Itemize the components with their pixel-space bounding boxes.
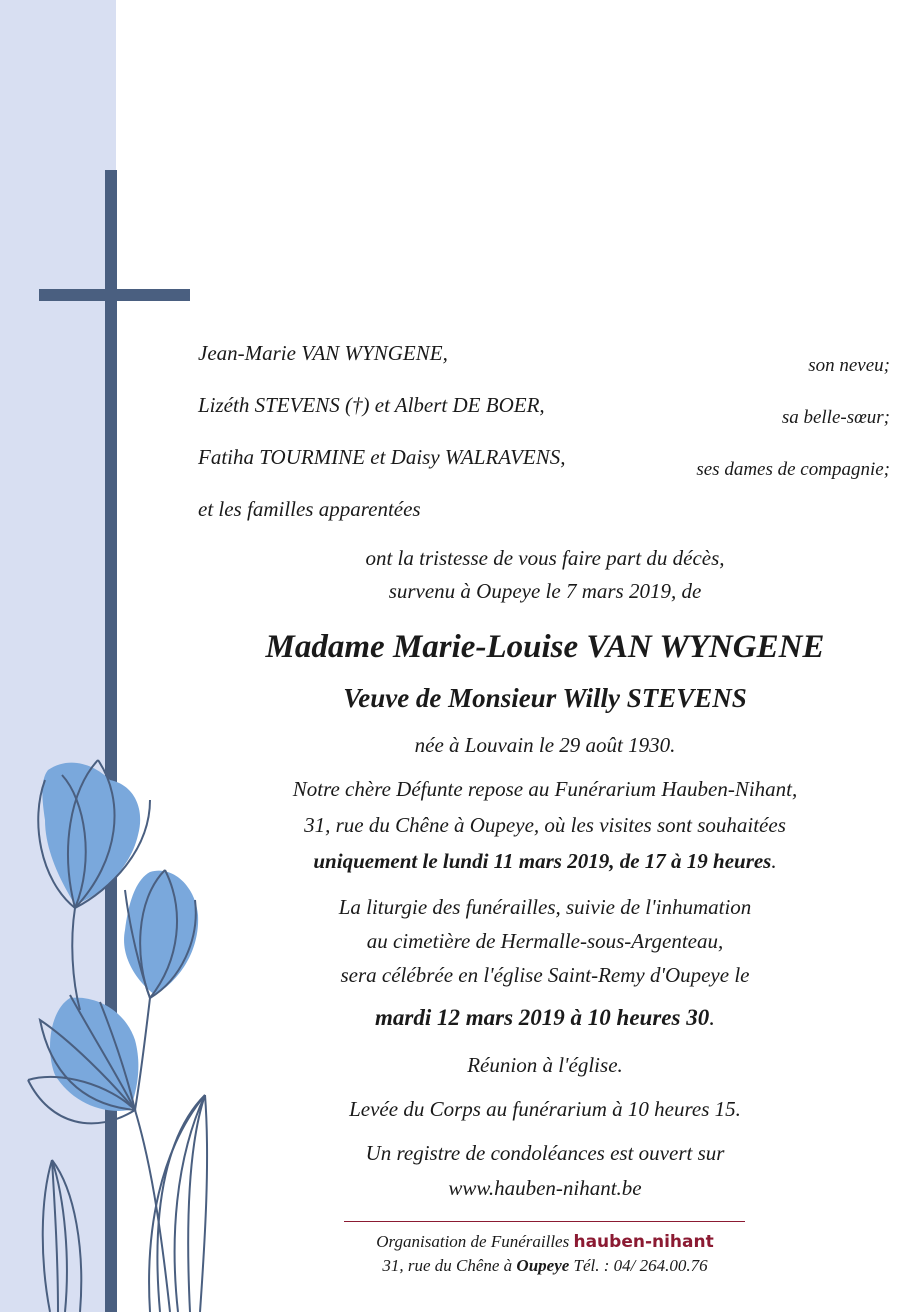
family-member-name: et les familles apparentées — [198, 497, 421, 521]
register-line: Un registre de condoléances est ouvert sur — [365, 1141, 725, 1165]
deceased-name: Madame Marie-Louise VAN WYNGENE — [265, 629, 825, 665]
gathering-info: Réunion à l'église. — [467, 1053, 623, 1077]
birth-info: née à Louvain le 29 août 1930. — [414, 733, 676, 757]
visitation-schedule — [180, 849, 910, 874]
footer-org — [340, 1232, 750, 1252]
family-member-relation: sa belle-sœur; — [781, 407, 890, 428]
liturgy-date-bold: mardi 12 mars 2019 à 10 heures 30 — [375, 1005, 710, 1030]
cross-icon-bar — [39, 289, 190, 301]
visitation-line: Notre chère Défunte repose au Funérarium Hauben-Nihant, — [292, 777, 798, 801]
widow-of: Veuve de Monsieur Willy STEVENS — [343, 683, 747, 713]
footer-city: Oupeye — [516, 1256, 570, 1275]
liturgy-date-end: . — [709, 1005, 715, 1030]
footer-divider — [344, 1221, 745, 1222]
register-url[interactable]: www.hauben-nihant.be — [448, 1176, 642, 1200]
visitation-line: 31, rue du Chêne à Oupeye, où les visites sont souhaitées — [304, 813, 786, 837]
liturgy-line: au cimetière de Hermalle-sous-Argenteau, — [366, 929, 724, 953]
family-member-relation: son neveu; — [808, 355, 890, 376]
liturgy-line: La liturgie des funérailles, suivie de l'inhumation — [338, 895, 752, 919]
family-member-name: Jean-Marie VAN WYNGENE, — [198, 341, 448, 365]
liturgy-line: sera célébrée en l'église Saint-Remy d'Oupeye le — [340, 963, 750, 987]
visitation-schedule-end: . — [771, 849, 777, 873]
brand-logo: hauben-nihant — [573, 1232, 714, 1252]
liturgy-date — [180, 1005, 910, 1031]
footer-address — [340, 1256, 750, 1276]
levee-info: Levée du Corps au funérarium à 10 heures 15. — [349, 1097, 741, 1121]
visitation-schedule-bold: uniquement le lundi 11 mars 2019, de 17 à 19 heures — [313, 849, 772, 873]
footer-address-start: 31, rue du Chêne à — [382, 1256, 513, 1275]
family-member-relation: ses dames de compagnie; — [696, 459, 890, 480]
footer-phone: Tél. : 04/ 264.00.76 — [573, 1256, 708, 1275]
family-member-name: Lizéth STEVENS (†) et Albert DE BOER, — [198, 393, 545, 417]
announcement-line: survenu à Oupeye le 7 mars 2019, de — [388, 579, 702, 603]
footer-org-label: Organisation de Funérailles — [376, 1232, 570, 1251]
announcement-line: ont la tristesse de vous faire part du décès, — [365, 546, 725, 570]
family-member-name: Fatiha TOURMINE et Daisy WALRAVENS, — [198, 445, 566, 469]
